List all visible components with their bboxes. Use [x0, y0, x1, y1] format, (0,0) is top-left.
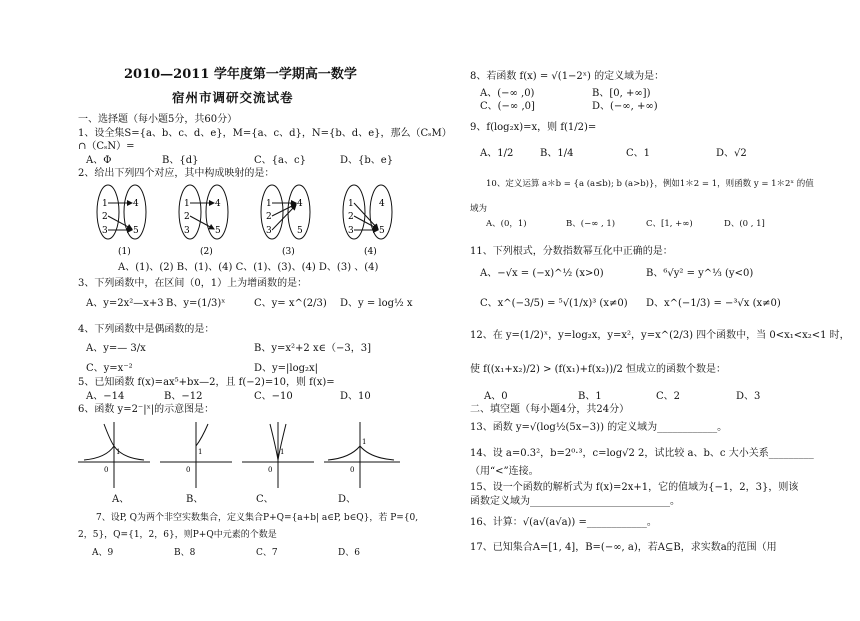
svg-text:4: 4: [297, 199, 303, 209]
q6-graphs: [76, 420, 406, 490]
page-title: 2010—2011 学年度第一学期高一数学: [124, 67, 357, 82]
q13-text: 13、函数 y=√(log½(5x−3)) 的定义域为____________。: [470, 422, 728, 433]
q7-option-a: A、9: [92, 548, 114, 558]
svg-text:5: 5: [133, 226, 139, 236]
svg-text:0: 0: [268, 466, 273, 474]
q3-option-a: A、y=2x²—x+3: [86, 298, 164, 309]
q1-option-a: A、Φ: [86, 155, 112, 166]
q9-option-a: A、1/2: [480, 148, 514, 159]
svg-text:5: 5: [379, 226, 385, 236]
q3-option-c: C、y= x^(2/3): [254, 298, 327, 309]
q5-text: 5、已知函数 f(x)=ax⁵+bx—2，且 f(−2)=10，则 f(x)=: [78, 377, 335, 388]
q6-option-b: B、: [186, 494, 204, 505]
svg-text:3: 3: [102, 226, 108, 236]
q4-option-c: C、y=x⁻²: [86, 363, 133, 374]
svg-text:3: 3: [266, 226, 272, 236]
section-heading-fill: 二、填空题（每小题4分，共24分）: [470, 404, 630, 415]
svg-text:2: 2: [348, 212, 354, 222]
q6-option-a: A、: [112, 494, 130, 505]
q6-option-d: D、: [338, 494, 357, 505]
q10-text: 10、定义运算 a＊b = {a (a≤b); b (a>b)}，例如1＊2 = 1，则函数 y = 1＊2ˣ 的值: [486, 179, 814, 189]
q17-text: 17、已知集合A=[1, 4]，B=(−∞, a)，若A⊆B，求实数a的范围（用: [470, 542, 777, 553]
q4-option-a: A、y=— 3/x: [86, 343, 146, 354]
q8-text: 8、若函数 f(x) = √(1−2ˣ) 的定义域为是：: [470, 71, 665, 82]
mapping-label-2: (2): [200, 247, 213, 257]
q5-option-a: A、−14: [86, 391, 125, 402]
mapping-diagram-2: [179, 185, 228, 257]
mapping-diagram-4: [343, 185, 392, 257]
q12-option-a: A、0: [484, 391, 508, 402]
q8-option-b: B、[0, +∞]): [592, 88, 651, 99]
svg-text:1: 1: [116, 448, 121, 456]
q4-option-b: B、y=x²+2 x∈（−3，3]: [254, 343, 371, 354]
mapping-diagram-3: [261, 185, 310, 257]
q12-option-d: D、3: [736, 391, 761, 402]
svg-text:1: 1: [198, 448, 203, 456]
q11-option-b: B、⁶√y² = y^⅓ (y<0): [646, 268, 754, 279]
q15-text-cont: 函数定义域为____________________________。: [470, 496, 680, 507]
q12-option-c: C、2: [656, 391, 681, 402]
svg-text:2: 2: [184, 212, 190, 222]
svg-text:3: 3: [184, 226, 190, 236]
q14-text-cont: （用“<”连接。: [470, 466, 539, 477]
q2-options: A、(1)、(2) B、(1)、(4) C、(1)、(3)、(4) D、(3) 、(4): [118, 262, 379, 273]
svg-text:4: 4: [215, 199, 221, 209]
svg-text:4: 4: [133, 199, 139, 209]
q8-option-d: D、(−∞, +∞): [592, 101, 658, 112]
q11-option-d: D、x^(−1/3) = −³√x (x≠0): [646, 298, 781, 309]
q7-option-c: C、7: [256, 548, 278, 558]
q1-option-d: D、{b、e}: [340, 155, 394, 166]
q9-option-b: B、1/4: [540, 148, 574, 159]
q10-option-b: B、(−∞ , 1): [566, 219, 616, 229]
q7-text-cont: 2，5}，Q={1，2，6}，则P+Q中元素的个数是: [78, 530, 277, 540]
q9-option-c: C、1: [626, 148, 651, 159]
q12-option-b: B、1: [578, 391, 602, 402]
q9-text: 9、f(log₂x)=x，则 f(1/2)=: [470, 122, 597, 133]
q3-text: 3、下列函数中，在区间（0，1）上为增函数的是：: [78, 278, 308, 289]
section-heading-choice: 一、选择题（每小题5分，共60分）: [78, 114, 238, 125]
q11-option-a: A、−√x = (−x)^½ (x>0): [480, 268, 604, 279]
q4-text: 4、下列函数中是偶函数的是：: [78, 324, 215, 335]
q10-option-c: C、[1, +∞): [646, 219, 693, 229]
q4-option-d: D、y=|log₂x|: [254, 363, 319, 374]
q5-option-c: C、−10: [254, 391, 293, 402]
q1-option-b: B、{d}: [162, 155, 199, 166]
svg-text:1: 1: [184, 199, 190, 209]
svg-text:1: 1: [348, 199, 354, 209]
q8-option-c: C、(−∞ ,0]: [480, 101, 535, 112]
svg-text:0: 0: [186, 466, 191, 474]
svg-text:2: 2: [266, 212, 272, 222]
mapping-label-4: (4): [364, 247, 377, 257]
q1-option-c: C、{a、c}: [254, 155, 306, 166]
mapping-label-1: (1): [118, 247, 131, 257]
q5-option-b: B、−12: [164, 391, 203, 402]
q6-option-c: C、: [256, 494, 274, 505]
q12-text-cont: 使 f((x₁+x₂)/2) > (f(x₁)+f(x₂))/2 恒成立的函数个数是：: [470, 364, 727, 375]
svg-text:1: 1: [102, 199, 108, 209]
mapping-diagram-1: [97, 185, 146, 257]
q12-text: 12、在 y=(1/2)ˣ，y=log₂x，y=x²，y=x^(2/3) 四个函数中，当 0<x₁<x₂<1 时，: [470, 330, 850, 341]
q10-option-a: A、(0，1): [486, 219, 527, 229]
q3-option-d: D、y = log½ x: [340, 298, 413, 309]
q10-option-d: D、(0 , 1]: [724, 219, 765, 229]
q6-text: 6、函数 y=2⁻|ˣ|的示意图是：: [78, 404, 215, 415]
q2-mapping-diagrams: [88, 180, 408, 260]
svg-text:1: 1: [362, 438, 367, 446]
q11-text: 11、下列根式，分数指数幂互化中正确的是：: [470, 246, 673, 257]
q5-option-d: D、10: [340, 391, 371, 402]
graph-b: [160, 422, 232, 488]
q15-text: 15、设一个函数的解析式为 f(x)=2x+1，它的值域为{−1，2，3}，则该: [470, 482, 799, 493]
q1-text: 1、设全集S={a、b、c、d、e}，M={a、c、d}，N={b、d、e}，那么（CₛM）: [78, 128, 452, 139]
q7-text: 7、设P, Q为两个非空实数集合，定义集合P+Q={a+b| a∈P, b∈Q}，若 P={0,: [96, 513, 419, 523]
graph-c: [242, 422, 314, 488]
q7-option-d: D、6: [338, 548, 360, 558]
q16-text: 16、计算：√(a√(a√a)) =____________。: [470, 517, 657, 528]
q3-option-b: B、y=(1/3)ˣ: [166, 298, 226, 309]
svg-text:1: 1: [280, 448, 285, 456]
svg-text:2: 2: [102, 212, 108, 222]
graph-a: [78, 422, 150, 488]
svg-text:4: 4: [379, 199, 385, 209]
svg-text:5: 5: [215, 226, 221, 236]
q2-text: 2、给出下列四个对应，其中构成映射的是：: [78, 168, 275, 179]
q7-option-b: B、8: [174, 548, 196, 558]
svg-text:0: 0: [104, 466, 109, 474]
q10-text-cont: 域为: [470, 204, 488, 214]
q1-text-cont: ∩（CₛN）=: [78, 141, 135, 152]
q11-option-c: C、x^(−3/5) = ⁵√(1/x)³ (x≠0): [480, 298, 628, 309]
svg-text:3: 3: [348, 226, 354, 236]
mapping-label-3: (3): [282, 247, 295, 257]
graph-d: [324, 422, 400, 488]
q9-option-d: D、√2: [716, 148, 747, 159]
svg-text:1: 1: [266, 199, 272, 209]
page-subtitle: 宿州市调研交流试卷: [172, 90, 294, 105]
svg-text:5: 5: [297, 226, 303, 236]
q8-option-a: A、(−∞ ,0): [480, 88, 535, 99]
q14-text: 14、设 a=0.3²，b=2⁰·³，c=log√2 2，试比较 a、b、c 大小关系_________: [470, 448, 814, 459]
svg-text:0: 0: [350, 466, 355, 474]
